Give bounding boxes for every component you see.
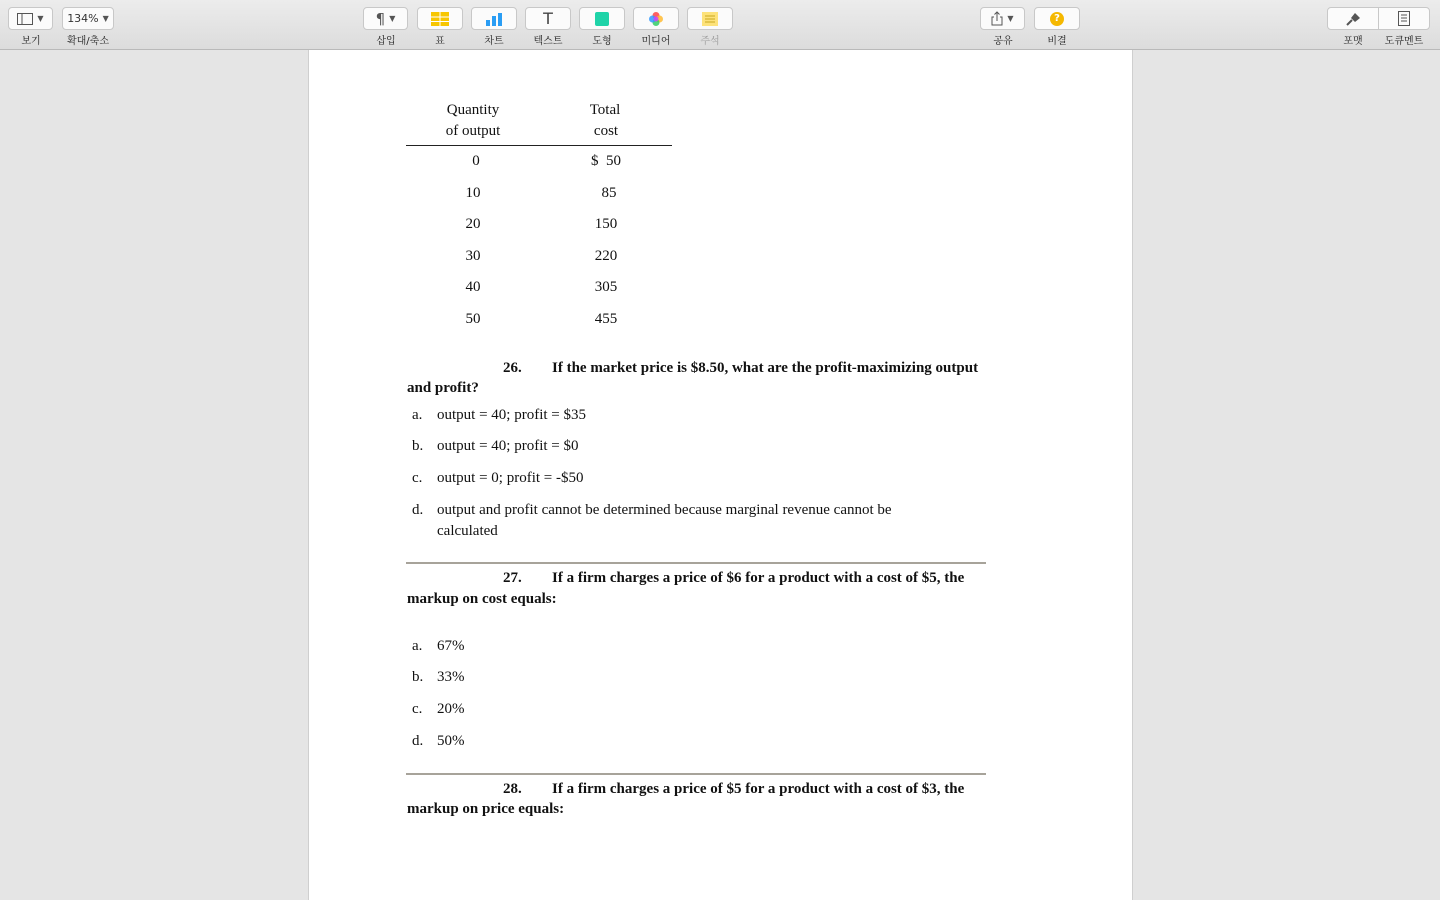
- paragraph-icon: ¶: [375, 9, 386, 28]
- share-icon: [991, 11, 1003, 26]
- option-text: output and profit cannot be determined because marginal revenue cannot be: [437, 502, 892, 518]
- table-header-cost: Total: [589, 102, 621, 118]
- option-text: calculated: [437, 523, 498, 539]
- document-canvas[interactable]: [0, 50, 1440, 900]
- table-cell-cost: 150: [594, 216, 618, 232]
- view-button[interactable]: [8, 7, 53, 30]
- table-header-cost: cost: [593, 123, 619, 139]
- question-text: If a firm charges a price of $5 for a product with a cost of $3, the: [552, 781, 965, 797]
- media-icon: [648, 11, 664, 27]
- chart-button[interactable]: [471, 7, 517, 30]
- table-header-quantity: Quantity: [446, 102, 500, 118]
- option-letter: d.: [412, 502, 424, 518]
- tips-label: 비결: [1047, 36, 1067, 47]
- document-icon: [1398, 11, 1410, 26]
- option-letter: c.: [412, 701, 423, 717]
- table-header-rule: [406, 145, 672, 146]
- toolbar: [0, 0, 1440, 50]
- document-page[interactable]: [308, 50, 1133, 900]
- question-divider: [406, 562, 986, 564]
- question-text: If the market price is $8.50, what are the profit-maximizing output: [552, 360, 979, 376]
- document-label: 도큐멘트: [1384, 36, 1424, 47]
- table-cell-quantity: 0: [472, 153, 480, 169]
- option-text: 67%: [437, 638, 465, 654]
- shape-button[interactable]: [579, 7, 625, 30]
- question-text: markup on price equals:: [407, 801, 565, 817]
- table-cell-quantity: 30: [465, 248, 481, 264]
- chevron-down-icon: ▼: [1007, 14, 1014, 23]
- comment-label: 주석: [700, 36, 720, 47]
- table-cell-cost: $ 50: [591, 153, 621, 169]
- option-text: output = 40; profit = $0: [437, 438, 579, 454]
- question-number: 28.: [503, 781, 522, 797]
- comment-icon: [702, 12, 718, 26]
- table-cell-quantity: 40: [465, 279, 481, 295]
- table-button[interactable]: [417, 7, 463, 30]
- shape-icon: [595, 12, 609, 26]
- comment-button[interactable]: [687, 7, 733, 30]
- media-button[interactable]: [633, 7, 679, 30]
- text-label: 텍스트: [533, 36, 563, 47]
- text-button[interactable]: [525, 7, 571, 30]
- chart-label: 차트: [484, 36, 504, 47]
- table-cell-cost: 455: [594, 311, 618, 327]
- table-label: 표: [435, 36, 445, 47]
- option-letter: a.: [412, 638, 423, 654]
- question-text: markup on cost equals:: [407, 591, 557, 607]
- document-button[interactable]: [1378, 7, 1430, 30]
- media-label: 미디어: [641, 36, 671, 47]
- insert-button[interactable]: [363, 7, 408, 30]
- chevron-down-icon: ▼: [102, 14, 109, 23]
- chevron-down-icon: ▼: [389, 14, 396, 23]
- option-letter: c.: [412, 470, 423, 486]
- question-number: 27.: [503, 570, 522, 586]
- zoom-select[interactable]: [62, 7, 114, 30]
- table-cell-quantity: 10: [465, 185, 481, 201]
- option-letter: d.: [412, 733, 424, 749]
- question-divider: [406, 773, 986, 775]
- zoom-value: 134%: [67, 12, 99, 25]
- option-letter: a.: [412, 407, 423, 423]
- share-label: 공유: [993, 36, 1013, 47]
- format-button[interactable]: [1327, 7, 1379, 30]
- option-text: 33%: [437, 669, 465, 685]
- table-cell-cost: 220: [594, 248, 618, 264]
- help-icon: ?: [1050, 12, 1064, 26]
- paintbrush-icon: [1345, 12, 1361, 26]
- option-text: 50%: [437, 733, 465, 749]
- format-label: 포맷: [1343, 36, 1363, 47]
- table-cell-cost: 305: [594, 279, 618, 295]
- insert-label: 삽입: [376, 36, 396, 47]
- table-header-quantity: of output: [445, 123, 501, 139]
- zoom-label: 확대/축소: [66, 36, 110, 47]
- table-cell-quantity: 20: [465, 216, 481, 232]
- table-cell-cost: 85: [601, 185, 617, 201]
- share-button[interactable]: [980, 7, 1025, 30]
- option-text: output = 0; profit = -$50: [437, 470, 584, 486]
- chevron-down-icon: ▼: [37, 14, 44, 23]
- question-text: If a firm charges a price of $6 for a product with a cost of $5, the: [552, 570, 965, 586]
- text-icon: T: [543, 9, 553, 28]
- option-letter: b.: [412, 669, 424, 685]
- option-letter: b.: [412, 438, 424, 454]
- chart-icon: [485, 12, 503, 26]
- question-number: 26.: [503, 360, 522, 376]
- tips-button[interactable]: [1034, 7, 1080, 30]
- shape-label: 도형: [592, 36, 612, 47]
- question-text: and profit?: [407, 380, 479, 396]
- table-icon: [431, 12, 449, 26]
- table-cell-quantity: 50: [465, 311, 481, 327]
- option-text: output = 40; profit = $35: [437, 407, 586, 423]
- view-label: 보기: [21, 36, 41, 47]
- option-text: 20%: [437, 701, 465, 717]
- sidebar-view-icon: [17, 13, 33, 25]
